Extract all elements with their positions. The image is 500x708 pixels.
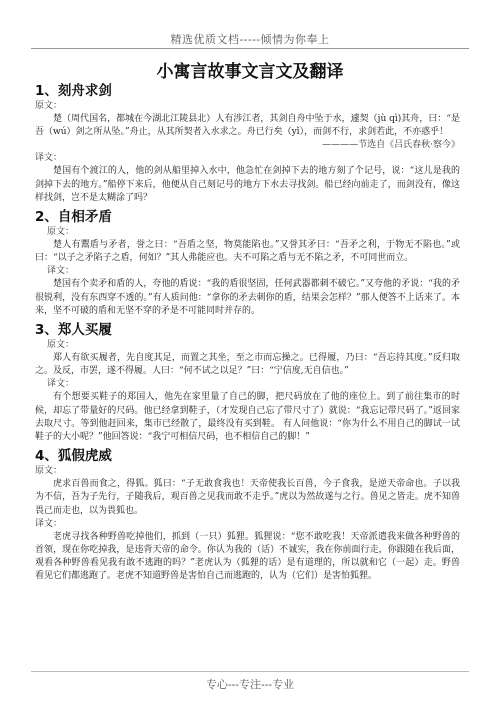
original-label: 原文： (47, 227, 75, 238)
original-label: 原文： (35, 101, 63, 111)
translation-text: 楚国有个卖矛和盾的人，夸他的盾说：“我的盾很坚固，任何武器都刺不破它。”又夸他的矛说：“我的矛很锐利，没有东西穿不透的。”有人质问他：“拿你的矛去刺你的盾，结果会怎样？”那人便答不上话来了。本来，坚不可破的盾和无坚不穿的矛是不可能同时并存的。 (35, 279, 460, 316)
original-text: 楚（周代国名，都城在今湖北江陵县北）人有涉江者，其剑自舟中坠于水，遽契（jù qì)其舟，曰：“是吾（wú）剑之所从坠。”舟止，从其所契者入水求之。舟已行矣（yǐ），而剑不行，求剑若此，不亦惑乎！ (35, 114, 460, 138)
translation-text: 老虎寻找各种野兽吃掉他们，抓到（一只）狐狸。狐狸说：“您不敢吃我！天帝派遣我来做各种野兽的首领，现在你吃掉我，是违背天帝的命令。你认为我的（话）不诚实，我在你前面行走，你跟随在我后面，观看各种野兽看见我有敢不逃跑的吗？”老虎认为（狐狸的话）是有道理的，所以就和它（一起）走。野兽看见它们都逃跑了。老虎不知道野兽是害怕自己而逃跑的，认为（它们）是害怕狐狸。 (35, 531, 460, 582)
original-text: 虎求百兽而食之，得狐。狐曰：“子无敢食我也！天帝使我长百兽，今子食我，是逆天帝命也。子以我为不信，吾为子先行，子随我后，观百兽之见我而敢不走乎。”虎以为然故遂与之行。兽见之皆走。虎不知兽畏己而走也，以为畏狐也。 (35, 479, 460, 516)
original-text: 郑人有欲买履者，先自度其足，而置之其坐，至之市而忘操之。已得履，乃曰：“吾忘持其度。”反归取之。及反，市罢，遂不得履。人曰：“何不试之以足？”曰：“宁信度,无自信也。” (35, 353, 460, 377)
section-1 (35, 82, 460, 205)
header-divider (31, 48, 469, 49)
translation-label: 译文： (47, 266, 75, 277)
document-body (35, 82, 460, 584)
footer-divider (31, 671, 469, 672)
section-heading: 3、郑人买履 (35, 322, 112, 339)
section-4 (35, 447, 460, 583)
section-heading: 4、狐假虎威 (35, 448, 112, 465)
page-footer: 专心---专注---专业 (205, 678, 295, 691)
translation-text: 有个想要买鞋子的郑国人，他先在家里量了自己的脚，把尺码放在了他的座位上。到了前往集市的时候，却忘了带量好的尺码。他已经拿到鞋子，（才发现自己忘了带尺寸了）就说：“我忘记带尺码了。”返回家去取尺寸。等到他赶回来，集市已经散了，最终没有买到鞋。 有人问他说：“你为什么不用自己的脚试一试鞋子的大小呢？”他回答说：“我宁可相信尺码，也不相信自己的脚！” (35, 392, 460, 443)
translation-text: 楚国有个渡江的人，他的剑从船里掉入水中，他急忙在剑掉下去的地方刻了个记号，说：“这儿是我的剑掉下去的地方。”船停下来后，他便从自己刻记号的地方下水去寻找剑。船已经向前走了，而剑没有，像这样找剑，岂不是太糊涂了吗？ (35, 166, 460, 203)
section-heading: 2、自相矛盾 (35, 209, 112, 226)
original-text: 楚人有鬻盾与矛者，誉之曰：“吾盾之坚，物莫能陷也。”又誉其矛曰：“吾矛之利，于物无不陷也。”或曰：“以子之矛陷子之盾，何如？”其人弗能应也。夫不可陷之盾与无不陷之矛，不可同世而立。 (35, 240, 460, 264)
translation-label: 译文： (47, 379, 75, 390)
source-citation: ————节选自《吕氏春秋·察今》 (322, 140, 460, 151)
document-title: 小寓言故事文言文及翻译 (156, 62, 344, 82)
translation-label: 译文： (35, 518, 63, 529)
section-3 (35, 321, 460, 444)
original-label: 原文： (35, 466, 63, 477)
translation-label: 译文： (35, 153, 63, 164)
section-heading: 1、刻舟求剑 (35, 83, 112, 99)
page-header: 精选优质文档-----倾情为你奉上 (170, 33, 330, 46)
section-2 (35, 208, 460, 318)
original-label: 原文： (47, 340, 75, 351)
